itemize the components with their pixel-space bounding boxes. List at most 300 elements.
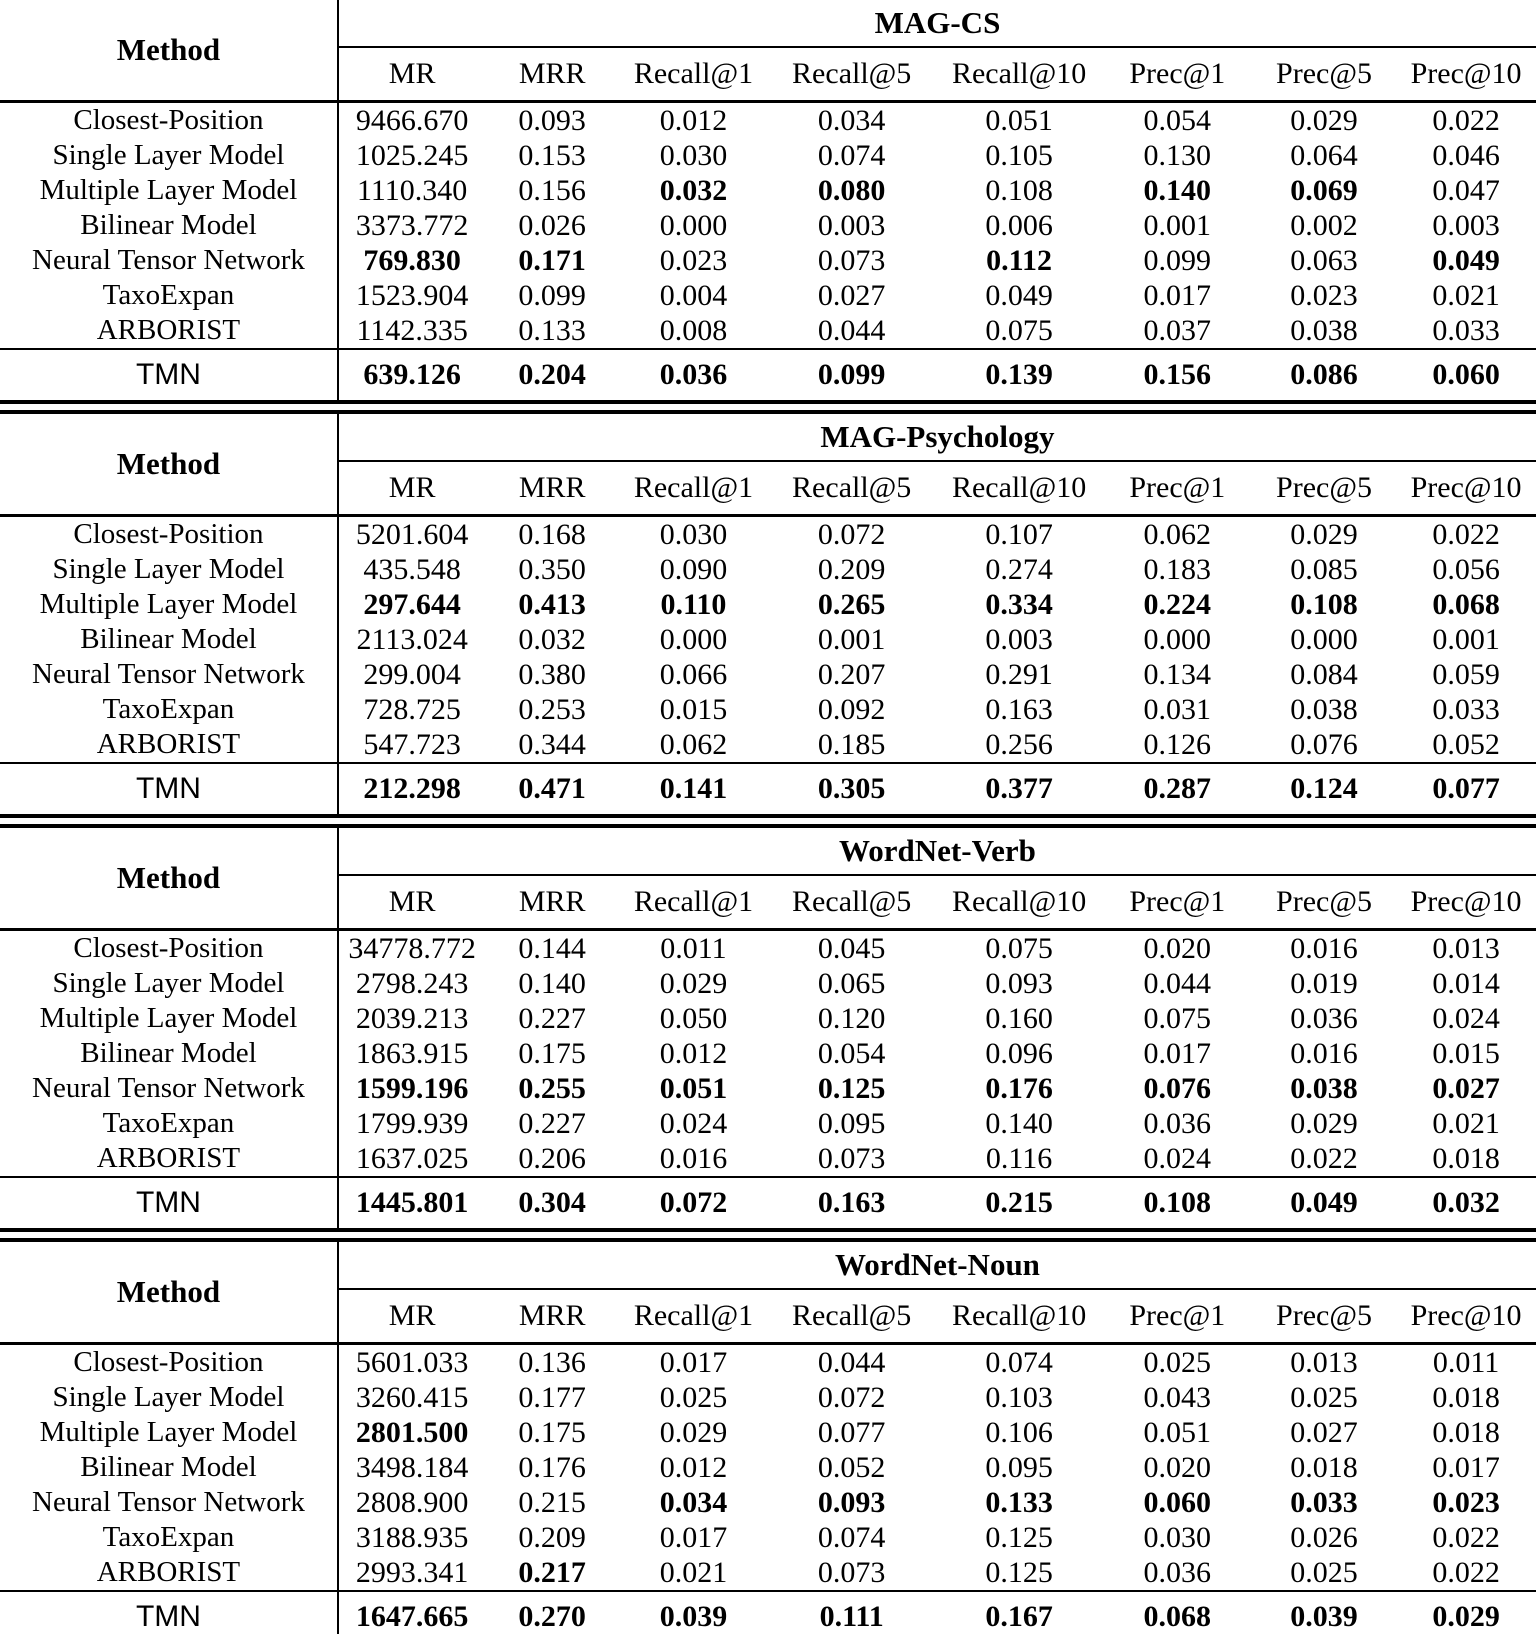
metric-value: 0.001	[1143, 208, 1212, 242]
column-header-Prec@5: Prec@5	[1252, 875, 1396, 930]
metric-value: 0.209	[518, 1520, 586, 1554]
metric-value: 0.044	[1143, 966, 1212, 1000]
column-header-Recall@1: Recall@1	[619, 461, 768, 516]
metric-value: 0.177	[518, 1380, 586, 1414]
metric-value: 0.108	[985, 173, 1053, 207]
table-footer	[0, 763, 1536, 814]
metric-value: 0.030	[659, 517, 728, 551]
metric-value: 0.112	[986, 243, 1053, 277]
table-body	[0, 102, 1536, 350]
tmn-method-name: TMN	[0, 1177, 338, 1228]
method-name: Bilinear Model	[0, 1450, 338, 1485]
dataset-title: WordNet-Verb	[338, 828, 1536, 875]
metric-value: 0.163	[985, 692, 1053, 726]
metric-value: 0.074	[817, 138, 886, 172]
metric-value: 0.176	[985, 1071, 1053, 1105]
column-header-Recall@10: Recall@10	[935, 47, 1102, 102]
metric-value: 0.073	[817, 1555, 886, 1589]
metric-value: 0.015	[659, 692, 728, 726]
metric-value: 0.334	[985, 587, 1053, 621]
metric-value: 0.084	[1290, 657, 1358, 691]
metric-value: 0.126	[1143, 727, 1212, 761]
metric-value: 1599.196	[355, 1071, 469, 1105]
metric-value: 2801.500	[355, 1415, 469, 1449]
metric-value: 0.074	[985, 1345, 1053, 1379]
metric-value: 5201.604	[355, 517, 469, 551]
metric-value: 0.034	[659, 1485, 728, 1519]
metric-value: 0.136	[518, 1345, 586, 1379]
metric-value: 0.003	[817, 208, 886, 242]
metric-value: 2798.243	[355, 966, 469, 1000]
metric-value: 0.022	[1432, 1520, 1500, 1554]
results-table	[0, 0, 1536, 400]
metric-value: 9466.670	[355, 103, 469, 137]
metric-value: 0.000	[1290, 622, 1358, 656]
table-body	[0, 516, 1536, 764]
results-table-WordNet-Noun	[0, 1242, 1536, 1634]
tmn-method-name: TMN	[0, 349, 338, 400]
metric-value: 0.133	[985, 1485, 1053, 1519]
metric-value: 0.022	[1432, 103, 1500, 137]
metric-value: 0.054	[1143, 103, 1212, 137]
method-name: ARBORIST	[0, 313, 338, 349]
table-row	[0, 208, 1536, 243]
metric-value: 0.038	[1290, 692, 1358, 726]
metric-value: 0.185	[817, 727, 886, 761]
metric-value: 0.018	[1432, 1141, 1500, 1175]
metric-value: 0.012	[659, 103, 728, 137]
tmn-metric-value: 0.072	[619, 1177, 768, 1228]
tmn-metric-value: 0.204	[485, 349, 619, 400]
metric-value: 0.066	[659, 657, 728, 691]
metric-value: 0.025	[1290, 1555, 1358, 1589]
table-row	[0, 138, 1536, 173]
metric-value: 0.023	[659, 243, 728, 277]
metric-value: 0.045	[817, 931, 886, 965]
metric-value: 0.024	[1432, 1001, 1500, 1035]
metric-value: 0.073	[817, 1141, 886, 1175]
tmn-metric-value: 639.126	[338, 349, 485, 400]
metric-value: 0.103	[985, 1380, 1053, 1414]
table-row	[0, 1415, 1536, 1450]
table-row	[0, 587, 1536, 622]
metric-value: 728.725	[363, 692, 461, 726]
metric-value: 0.029	[659, 1415, 728, 1449]
metric-value: 0.031	[1143, 692, 1212, 726]
column-header-Prec@5: Prec@5	[1252, 461, 1396, 516]
metric-value: 0.413	[518, 587, 586, 621]
dataset-title-row	[0, 414, 1536, 461]
metric-value: 0.056	[1432, 552, 1500, 586]
metric-value: 0.029	[1290, 103, 1358, 137]
metric-value: 0.344	[518, 727, 586, 761]
tmn-metric-value: 0.156	[1103, 349, 1252, 400]
metric-value: 0.106	[985, 1415, 1053, 1449]
table-row	[0, 1106, 1536, 1141]
metric-value: 0.038	[1290, 1071, 1358, 1105]
method-column-header: Method	[0, 0, 338, 102]
method-name: Neural Tensor Network	[0, 657, 338, 692]
metric-value: 0.140	[985, 1106, 1053, 1140]
metric-value: 0.093	[985, 966, 1053, 1000]
method-name: Bilinear Model	[0, 1036, 338, 1071]
metric-value: 0.013	[1290, 1345, 1358, 1379]
metric-value: 0.217	[518, 1555, 586, 1589]
tmn-metric-value: 0.060	[1396, 349, 1536, 400]
table-row	[0, 1344, 1536, 1381]
column-header-Recall@5: Recall@5	[768, 875, 935, 930]
table-footer	[0, 1591, 1536, 1634]
metric-value: 0.051	[659, 1071, 728, 1105]
tmn-metric-value: 0.077	[1396, 763, 1536, 814]
metric-value: 0.171	[518, 243, 586, 277]
metric-value: 0.224	[1143, 587, 1212, 621]
column-header-Recall@1: Recall@1	[619, 1289, 768, 1344]
method-name: Closest-Position	[0, 930, 338, 967]
metric-value: 1110.340	[356, 173, 468, 207]
method-column-header: Method	[0, 414, 338, 516]
metric-value: 0.176	[518, 1450, 586, 1484]
metric-value: 0.022	[1432, 1555, 1500, 1589]
tmn-metric-value: 0.039	[1252, 1591, 1396, 1634]
tmn-metric-value: 0.163	[768, 1177, 935, 1228]
method-column-header: Method	[0, 1242, 338, 1344]
metric-value: 0.038	[1290, 313, 1358, 347]
metric-value: 0.020	[1143, 1450, 1212, 1484]
metric-value: 1523.904	[355, 278, 469, 312]
metric-value: 0.080	[817, 173, 886, 207]
metric-value: 0.008	[659, 313, 728, 347]
tmn-metric-value: 0.305	[768, 763, 935, 814]
method-name: Closest-Position	[0, 1344, 338, 1381]
metric-value: 0.105	[985, 138, 1053, 172]
dataset-title: MAG-CS	[338, 0, 1536, 47]
tmn-metric-value: 0.086	[1252, 349, 1396, 400]
tmn-metric-value: 212.298	[338, 763, 485, 814]
method-name: Single Layer Model	[0, 966, 338, 1001]
metric-value: 0.011	[1432, 1345, 1500, 1379]
metric-value: 2993.341	[355, 1555, 469, 1589]
metric-value: 0.032	[518, 622, 586, 656]
metric-value: 0.033	[1432, 313, 1500, 347]
method-name: Neural Tensor Network	[0, 243, 338, 278]
metric-value: 0.018	[1432, 1415, 1500, 1449]
metric-value: 0.108	[1290, 587, 1358, 621]
metric-value: 0.025	[1143, 1345, 1212, 1379]
tmn-metric-value: 0.068	[1103, 1591, 1252, 1634]
metric-value: 0.227	[518, 1001, 586, 1035]
metric-value: 0.033	[1290, 1485, 1358, 1519]
metric-value: 0.018	[1432, 1380, 1500, 1414]
metric-value: 0.256	[985, 727, 1053, 761]
table-row	[0, 1555, 1536, 1591]
metric-value: 34778.772	[348, 931, 476, 965]
metric-value: 0.125	[985, 1555, 1053, 1589]
metric-value: 0.052	[817, 1450, 886, 1484]
method-name: TaxoExpan	[0, 278, 338, 313]
tmn-row	[0, 763, 1536, 814]
metric-value: 0.054	[817, 1036, 886, 1070]
table-row	[0, 243, 1536, 278]
metric-value: 0.036	[1290, 1001, 1358, 1035]
metric-value: 0.175	[518, 1415, 586, 1449]
metric-value: 0.052	[1432, 727, 1500, 761]
table-row	[0, 1450, 1536, 1485]
tmn-metric-value: 1445.801	[338, 1177, 485, 1228]
metric-value: 0.156	[518, 173, 586, 207]
method-name: ARBORIST	[0, 1141, 338, 1177]
table-row	[0, 1001, 1536, 1036]
table-row	[0, 313, 1536, 349]
metric-value: 0.023	[1432, 1485, 1500, 1519]
metric-value: 0.021	[1432, 278, 1500, 312]
metric-value: 0.025	[1290, 1380, 1358, 1414]
tmn-metric-value: 0.029	[1396, 1591, 1536, 1634]
metric-value: 0.062	[1143, 517, 1212, 551]
dataset-title-row	[0, 0, 1536, 47]
metric-value: 0.016	[1290, 1036, 1358, 1070]
metric-value: 0.049	[1432, 243, 1500, 277]
metric-value: 0.274	[985, 552, 1053, 586]
column-header-MR: MR	[338, 1289, 485, 1344]
table-row	[0, 657, 1536, 692]
metric-value: 0.075	[985, 931, 1053, 965]
results-table-WordNet-Verb	[0, 828, 1536, 1228]
metric-value: 0.207	[817, 657, 886, 691]
tmn-metric-value: 0.287	[1103, 763, 1252, 814]
metric-value: 0.140	[1143, 173, 1212, 207]
metric-value: 0.024	[659, 1106, 728, 1140]
column-header-Recall@10: Recall@10	[935, 1289, 1102, 1344]
table-header	[0, 1242, 1536, 1344]
table-row	[0, 1071, 1536, 1106]
metric-value: 0.018	[1290, 1450, 1358, 1484]
metric-value: 0.044	[817, 313, 886, 347]
metric-value: 0.016	[659, 1141, 728, 1175]
metric-value: 0.063	[1290, 243, 1358, 277]
metric-value: 0.017	[659, 1520, 728, 1554]
metric-value: 3498.184	[355, 1450, 469, 1484]
tmn-metric-value: 0.032	[1396, 1177, 1536, 1228]
column-header-Prec@1: Prec@1	[1103, 1289, 1252, 1344]
metric-value: 0.153	[518, 138, 586, 172]
table-row	[0, 552, 1536, 587]
tmn-metric-value: 0.141	[619, 763, 768, 814]
metric-value: 0.064	[1290, 138, 1358, 172]
metric-value: 2039.213	[355, 1001, 469, 1035]
metric-value: 0.020	[1143, 931, 1212, 965]
metric-value: 0.043	[1143, 1380, 1212, 1414]
metric-value: 0.093	[817, 1485, 886, 1519]
column-header-Prec@10: Prec@10	[1396, 875, 1536, 930]
metric-value: 0.036	[1143, 1106, 1212, 1140]
column-header-Recall@5: Recall@5	[768, 1289, 935, 1344]
metric-value: 0.076	[1290, 727, 1358, 761]
table-header	[0, 0, 1536, 102]
tmn-metric-value: 0.049	[1252, 1177, 1396, 1228]
metric-value: 0.000	[659, 622, 728, 656]
metric-value: 0.046	[1432, 138, 1500, 172]
metric-value: 0.021	[659, 1555, 728, 1589]
method-name: Multiple Layer Model	[0, 1001, 338, 1036]
tmn-metric-value: 0.167	[935, 1591, 1102, 1634]
metric-value: 0.096	[985, 1036, 1053, 1070]
metric-value: 0.029	[659, 966, 728, 1000]
metric-value: 0.134	[1143, 657, 1212, 691]
metric-value: 0.047	[1432, 173, 1500, 207]
column-header-Recall@1: Recall@1	[619, 47, 768, 102]
metric-value: 0.380	[518, 657, 586, 691]
metric-value: 297.644	[363, 587, 461, 621]
metric-value: 0.016	[1290, 931, 1358, 965]
metric-value: 0.023	[1290, 278, 1358, 312]
method-name: Neural Tensor Network	[0, 1485, 338, 1520]
metric-value: 0.049	[985, 278, 1053, 312]
method-name: ARBORIST	[0, 1555, 338, 1591]
metric-value: 0.160	[985, 1001, 1053, 1035]
table-row	[0, 1036, 1536, 1071]
tmn-row	[0, 349, 1536, 400]
column-header-Prec@5: Prec@5	[1252, 47, 1396, 102]
table-row	[0, 1520, 1536, 1555]
dataset-title: WordNet-Noun	[338, 1242, 1536, 1289]
results-table	[0, 414, 1536, 814]
metric-value: 0.291	[985, 657, 1053, 691]
method-name: Neural Tensor Network	[0, 1071, 338, 1106]
metric-value: 0.183	[1143, 552, 1212, 586]
table-body	[0, 1344, 1536, 1592]
metric-value: 0.253	[518, 692, 586, 726]
table-footer	[0, 349, 1536, 400]
metric-value: 0.032	[659, 173, 728, 207]
metric-value: 547.723	[363, 727, 461, 761]
metric-value: 0.065	[817, 966, 886, 1000]
metric-value: 0.068	[1432, 587, 1500, 621]
table-separator-rule	[0, 814, 1536, 828]
table-row	[0, 930, 1536, 967]
metric-value: 0.026	[1290, 1520, 1358, 1554]
table-row	[0, 1141, 1536, 1177]
tmn-row	[0, 1591, 1536, 1634]
method-name: Multiple Layer Model	[0, 1415, 338, 1450]
metric-value: 0.168	[518, 517, 586, 551]
column-header-Prec@10: Prec@10	[1396, 1289, 1536, 1344]
metric-value: 0.265	[817, 587, 886, 621]
column-header-Prec@10: Prec@10	[1396, 461, 1536, 516]
table-row	[0, 173, 1536, 208]
column-header-Recall@1: Recall@1	[619, 875, 768, 930]
column-header-Prec@5: Prec@5	[1252, 1289, 1396, 1344]
method-name: Bilinear Model	[0, 208, 338, 243]
metric-value: 3373.772	[355, 208, 469, 242]
metric-value: 0.044	[817, 1345, 886, 1379]
metric-value: 0.012	[659, 1450, 728, 1484]
metric-value: 0.029	[1290, 1106, 1358, 1140]
method-name: ARBORIST	[0, 727, 338, 763]
metric-value: 0.027	[817, 278, 886, 312]
metric-value: 3188.935	[355, 1520, 469, 1554]
metric-value: 435.548	[363, 552, 461, 586]
method-name: Closest-Position	[0, 102, 338, 139]
metric-value: 0.021	[1432, 1106, 1500, 1140]
metric-value: 0.206	[518, 1141, 586, 1175]
table-row	[0, 966, 1536, 1001]
column-header-MRR: MRR	[485, 875, 619, 930]
metric-value: 0.175	[518, 1036, 586, 1070]
metric-value: 0.036	[1143, 1555, 1212, 1589]
table-body	[0, 930, 1536, 1178]
metric-value: 0.060	[1143, 1485, 1212, 1519]
column-header-Prec@1: Prec@1	[1103, 47, 1252, 102]
metric-value: 1637.025	[355, 1141, 469, 1175]
table-row	[0, 692, 1536, 727]
metric-value: 769.830	[363, 243, 461, 277]
table-row	[0, 278, 1536, 313]
metric-value: 1142.335	[356, 313, 468, 347]
metric-value: 0.075	[985, 313, 1053, 347]
metric-value: 0.074	[817, 1520, 886, 1554]
method-name: Single Layer Model	[0, 138, 338, 173]
metric-value: 0.116	[985, 1141, 1053, 1175]
tmn-metric-value: 0.124	[1252, 763, 1396, 814]
metric-value: 0.090	[659, 552, 728, 586]
results-table	[0, 828, 1536, 1228]
tmn-row	[0, 1177, 1536, 1228]
metric-value: 0.012	[659, 1036, 728, 1070]
table-separator-rule	[0, 400, 1536, 414]
column-header-MR: MR	[338, 875, 485, 930]
column-header-MRR: MRR	[485, 1289, 619, 1344]
metric-value: 1025.245	[355, 138, 469, 172]
column-header-Prec@1: Prec@1	[1103, 461, 1252, 516]
metric-value: 0.092	[817, 692, 886, 726]
metric-value: 0.095	[817, 1106, 886, 1140]
metric-value: 0.000	[1143, 622, 1212, 656]
table-separator-rule	[0, 1228, 1536, 1242]
tmn-metric-value: 0.270	[485, 1591, 619, 1634]
metric-value: 0.004	[659, 278, 728, 312]
metric-value: 0.051	[985, 103, 1053, 137]
metric-value: 0.017	[1143, 1036, 1212, 1070]
method-name: Single Layer Model	[0, 552, 338, 587]
column-header-MRR: MRR	[485, 47, 619, 102]
metric-value: 0.085	[1290, 552, 1358, 586]
metric-value: 0.130	[1143, 138, 1212, 172]
metric-value: 0.209	[817, 552, 886, 586]
tmn-metric-value: 0.036	[619, 349, 768, 400]
column-header-Recall@10: Recall@10	[935, 875, 1102, 930]
metric-value: 1863.915	[355, 1036, 469, 1070]
metric-value: 0.075	[1143, 1001, 1212, 1035]
method-name: TaxoExpan	[0, 692, 338, 727]
metric-value: 0.025	[659, 1380, 728, 1414]
metric-value: 2113.024	[356, 622, 468, 656]
table-row	[0, 1485, 1536, 1520]
metric-value: 0.072	[817, 517, 886, 551]
metric-value: 0.076	[1143, 1071, 1212, 1105]
column-header-Recall@5: Recall@5	[768, 461, 935, 516]
tmn-metric-value: 0.377	[935, 763, 1102, 814]
metric-value: 0.033	[1432, 692, 1500, 726]
metric-value: 0.017	[1143, 278, 1212, 312]
metric-value: 0.003	[985, 622, 1053, 656]
metric-value: 0.022	[1290, 1141, 1358, 1175]
metric-value: 0.099	[518, 278, 586, 312]
method-name: TaxoExpan	[0, 1520, 338, 1555]
column-header-Recall@5: Recall@5	[768, 47, 935, 102]
metric-value: 0.013	[1432, 931, 1500, 965]
table-row	[0, 102, 1536, 139]
